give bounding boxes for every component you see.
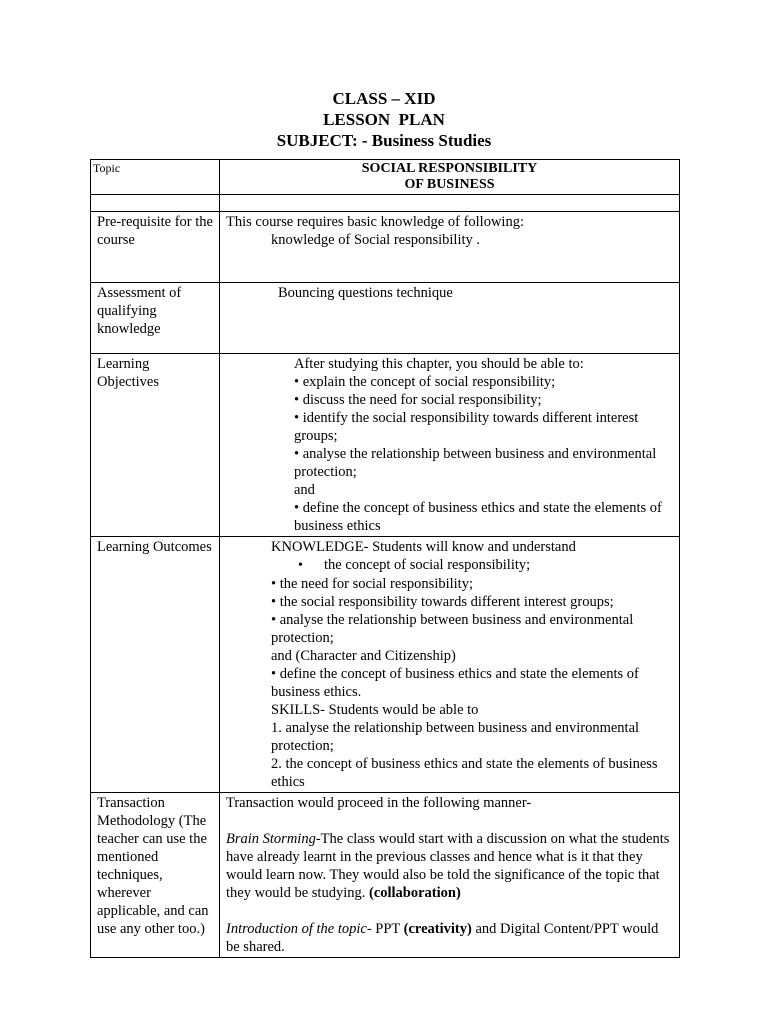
outcome-line: 1. analyse the relationship between business and environmental protection; xyxy=(271,720,640,754)
objective-line: • identify the social responsibility towards different interest groups; xyxy=(294,410,639,444)
document-header xyxy=(0,88,768,151)
topic-label: Topic xyxy=(91,160,220,195)
brain-storming-title: Brain Storming xyxy=(226,831,316,847)
assessment-value: Bouncing questions technique xyxy=(220,283,680,354)
brain-storming-paragraph xyxy=(226,830,673,902)
outcome-line: • the social responsibility towards different interest groups; xyxy=(271,594,614,610)
outcomes-value xyxy=(220,537,680,793)
prerequisite-line2: knowledge of Social responsibility . xyxy=(271,232,481,248)
outcome-line: • the need for social responsibility; xyxy=(271,576,473,592)
objective-line: After studying this chapter, you should be able to: xyxy=(294,356,584,372)
objective-line: • define the concept of business ethics and state the elements of business ethics xyxy=(294,500,662,534)
creativity-tag: (creativity) xyxy=(403,921,472,937)
lesson-plan-title: LESSON PLAN xyxy=(323,110,445,129)
objectives-value xyxy=(220,354,680,537)
transaction-row xyxy=(91,793,680,958)
introduction-text-end: and Digital Content/PPT would be shared. xyxy=(226,921,659,955)
class-title: CLASS – XID xyxy=(332,89,436,108)
assessment-label: Assessment of qualifying knowledge xyxy=(91,283,220,354)
objective-line: and xyxy=(294,482,315,498)
topic-value-line2: OF BUSINESS xyxy=(404,177,495,192)
subject-title: SUBJECT: - Business Studies xyxy=(276,131,492,150)
outcome-line: • define the concept of business ethics and state the elements of business ethics. xyxy=(271,666,639,700)
outcome-line: 2. the concept of business ethics and state the elements of business ethics xyxy=(271,756,658,790)
objectives-row xyxy=(91,354,680,537)
brain-storming-text: -The class would start with a discussion on what the students have already learnt in the previous classes and hence what is it that they would learn now. They would also be told the significance of the topic that they would be studying. xyxy=(226,831,670,901)
introduction-paragraph xyxy=(226,920,673,956)
objective-line: • discuss the need for social responsibility; xyxy=(294,392,542,408)
spacer-cell-left xyxy=(91,195,220,212)
outcome-first-bullet xyxy=(271,556,675,575)
objective-line: • explain the concept of social responsibility; xyxy=(294,374,556,390)
outcomes-label: Learning Outcomes xyxy=(91,537,220,793)
bullet-icon: • xyxy=(298,558,303,573)
objective-line: • analyse the relationship between business and environmental protection; xyxy=(294,446,657,480)
collaboration-tag: (collaboration) xyxy=(368,885,461,901)
prerequisite-label: Pre-requisite for the course xyxy=(91,212,220,283)
outcome-line: and (Character and Citizenship) xyxy=(271,648,456,664)
transaction-value xyxy=(220,793,680,958)
outcome-line: • analyse the relationship between business and environmental protection; xyxy=(271,612,634,646)
outcomes-row xyxy=(91,537,680,793)
topic-value-line1: SOCIAL RESPONSIBILITY xyxy=(361,161,538,176)
prerequisite-line1: This course requires basic knowledge of following: xyxy=(226,214,524,230)
objectives-label: Learning Objectives xyxy=(91,354,220,537)
transaction-intro: Transaction would proceed in the following manner- xyxy=(226,795,532,811)
transaction-label: Transaction Methodology (The teacher can use the mentioned techniques, wherever applicable, and can use any other too.) xyxy=(91,793,220,958)
prerequisite-row xyxy=(91,212,680,283)
assessment-row xyxy=(91,283,680,354)
topic-row xyxy=(91,160,680,195)
outcome-line: the concept of social responsibility; xyxy=(324,557,531,573)
spacer-cell-right xyxy=(220,195,680,212)
lesson-plan-table xyxy=(90,159,680,958)
outcome-line: SKILLS- Students would be able to xyxy=(271,702,479,718)
introduction-title: Introduction of the topic xyxy=(226,921,367,937)
spacer-row xyxy=(91,195,680,212)
knowledge-heading: KNOWLEDGE- Students will know and understand xyxy=(271,539,576,555)
topic-value xyxy=(220,160,680,195)
introduction-text: - PPT xyxy=(366,921,404,937)
prerequisite-value xyxy=(220,212,680,283)
